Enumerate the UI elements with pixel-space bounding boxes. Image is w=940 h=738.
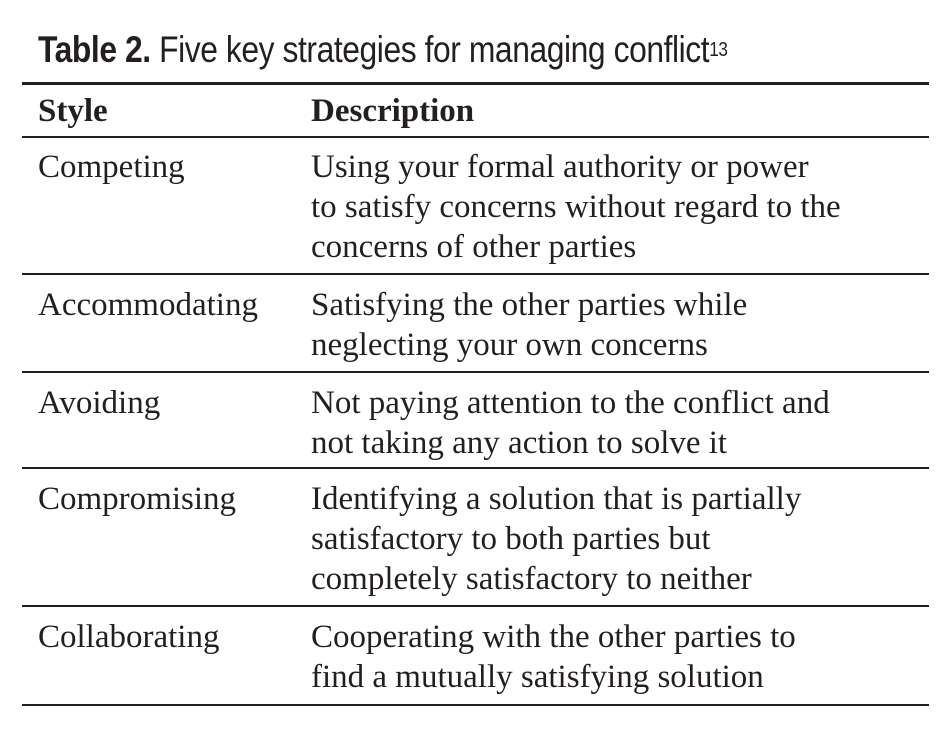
row-style-collaborating: Collaborating	[38, 619, 220, 655]
header-rule	[22, 136, 929, 138]
row-description-competing	[311, 147, 841, 267]
header-description: Description	[311, 93, 475, 129]
description-line: concerns of other parties	[311, 229, 637, 265]
row-description-avoiding	[311, 383, 830, 463]
header-style: Style	[38, 93, 108, 129]
table-title: Five key strategies for managing conflict	[159, 29, 710, 70]
description-line: Using your formal authority or power	[311, 149, 809, 185]
row-divider	[22, 467, 929, 469]
reference-superscript: 13	[709, 39, 728, 61]
row-style-avoiding: Avoiding	[38, 385, 161, 421]
description-line: Cooperating with the other parties to	[311, 619, 796, 655]
row-divider	[22, 605, 929, 607]
description-line: Not paying attention to the conflict and	[311, 385, 830, 421]
description-line: Identifying a solution that is partially	[311, 481, 802, 517]
row-style-accommodating: Accommodating	[38, 287, 258, 323]
row-divider	[22, 371, 929, 373]
row-description-collaborating	[311, 617, 796, 697]
description-line: find a mutually satisfying solution	[311, 659, 764, 695]
row-style-competing: Competing	[38, 149, 185, 185]
description-line: Satisfying the other parties while	[311, 287, 748, 323]
description-line: completely satisfactory to neither	[311, 561, 752, 597]
description-line: neglecting your own concerns	[311, 327, 708, 363]
table-label: Table 2.	[38, 29, 151, 70]
top-rule	[22, 82, 929, 85]
description-line: to satisfy concerns without regard to the	[311, 189, 841, 225]
row-style-compromising: Compromising	[38, 481, 237, 517]
description-line: not taking any action to solve it	[311, 425, 728, 461]
table-caption	[38, 28, 803, 72]
row-description-compromising	[311, 479, 801, 599]
description-line: satisfactory to both parties but	[311, 521, 711, 557]
row-description-accommodating	[311, 285, 747, 365]
row-divider	[22, 273, 929, 275]
bottom-rule	[22, 704, 929, 706]
